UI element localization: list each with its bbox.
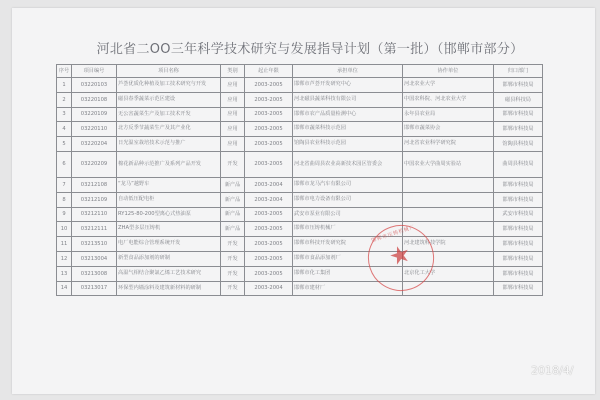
header-project-code: 项目编号	[72, 65, 117, 78]
table-row	[57, 177, 543, 192]
project-name: 高温气相结合聚氯乙烯工艺技术研究	[117, 266, 221, 281]
undertaking-unit: 邯郸市食品添加剂厂	[293, 251, 403, 266]
project-years: 2003-2005	[245, 151, 293, 177]
table-row	[57, 251, 543, 266]
project-years: 2003-2005	[245, 222, 293, 237]
undertaking-unit: 邯郸市芦荟开发研究中心	[293, 78, 403, 93]
partner-unit	[403, 177, 494, 192]
table-body	[57, 78, 543, 296]
table-row	[57, 92, 543, 107]
project-years: 2003-2004	[245, 177, 293, 192]
project-years: 2003-2005	[245, 122, 293, 137]
project-name: 新型食品添加剂的研制	[117, 251, 221, 266]
table-row	[57, 122, 543, 137]
project-code: 03220209	[72, 151, 117, 177]
project-category: 新产品	[221, 222, 245, 237]
table-row	[57, 281, 543, 296]
administrative-department: 邯郸市科技局	[494, 177, 543, 192]
undertaking-unit: 武安市泵业有限公司	[293, 207, 403, 222]
partner-unit: 中国农业大学曲周实验站	[403, 151, 494, 177]
table-row	[57, 192, 543, 207]
project-name: 日光温室栽培技术示范与推广	[117, 137, 221, 152]
partner-unit	[403, 192, 494, 207]
undertaking-unit: 邯郸市科技开发研究院	[293, 237, 403, 252]
administrative-department: 邯郸市科技局	[494, 281, 543, 296]
project-name: 北方反季节蔬菜生产及其产业化	[117, 122, 221, 137]
photo-timestamp: 2018/4/	[531, 364, 574, 377]
project-category: 开发	[221, 237, 245, 252]
project-name: 芦荟优质化种植及加工技术研究与开发	[117, 78, 221, 93]
project-category: 应用	[221, 122, 245, 137]
header-partner-unit: 协作单位	[403, 65, 494, 78]
undertaking-unit: 河北磁县蔬菜科技有限公司	[293, 92, 403, 107]
administrative-department: 磁县科技局	[494, 92, 543, 107]
row-index: 3	[57, 107, 72, 122]
project-years: 2003-2005	[245, 78, 293, 93]
undertaking-unit: 河北省曲周县农业高新技术园区管委会	[293, 151, 403, 177]
partner-unit: 邯郸市蔬菜协会	[403, 122, 494, 137]
project-name: ZHA型多层压铸机	[117, 222, 221, 237]
seal-star-icon: ★	[385, 238, 415, 272]
partner-unit: 中国农科院、河北农业大学	[403, 92, 494, 107]
administrative-department: 邯郸市科技局	[494, 192, 543, 207]
project-code: 03220110	[72, 122, 117, 137]
seal-text: 邯郸市压铸机械厂	[370, 224, 416, 245]
partner-unit	[403, 207, 494, 222]
administrative-department: 曲周县科技局	[494, 151, 543, 177]
project-category: 应用	[221, 92, 245, 107]
undertaking-unit: 邯郸市农产品质量检测中心	[293, 107, 403, 122]
table-row	[57, 222, 543, 237]
administrative-department: 邯郸市科技局	[494, 107, 543, 122]
project-years: 2003-2005	[245, 207, 293, 222]
project-code: 03213004	[72, 251, 117, 266]
table-row	[57, 266, 543, 281]
partner-unit: 河北省农业科学研究院	[403, 137, 494, 152]
project-name: “龙马”越野车	[117, 177, 221, 192]
row-index: 14	[57, 281, 72, 296]
row-index: 11	[57, 237, 72, 252]
undertaking-unit: 邯郸市化工集团	[293, 266, 403, 281]
project-name: 棉花新品种示范推广及系列产品开发	[117, 151, 221, 177]
project-category: 新产品	[221, 177, 245, 192]
project-years: 2003-2005	[245, 237, 293, 252]
row-index: 8	[57, 192, 72, 207]
project-years: 2003-2005	[245, 251, 293, 266]
project-category: 应用	[221, 137, 245, 152]
document-title: 河北省二OO三年科学技术研究与发展指导计划（第一批）（邯郸市部分）	[96, 42, 524, 57]
administrative-department: 邯郸市科技局	[494, 266, 543, 281]
administrative-department: 邯郸市科技局	[494, 222, 543, 237]
row-index: 2	[57, 92, 72, 107]
table-row	[57, 78, 543, 93]
project-code: 03220109	[72, 107, 117, 122]
undertaking-unit: 邯郸市蔬菜科技示范园	[293, 122, 403, 137]
administrative-department: 邯郸市科技局	[494, 78, 543, 93]
header-department: 归口部门	[494, 65, 543, 78]
table-header-row	[57, 65, 543, 78]
project-category: 开发	[221, 251, 245, 266]
project-name: RY125-80-200型离心式热油泵	[117, 207, 221, 222]
header-undertaking-unit: 承担单位	[293, 65, 403, 78]
administrative-department: 馆陶县科技局	[494, 137, 543, 152]
project-category: 开发	[221, 281, 245, 296]
project-category: 新产品	[221, 192, 245, 207]
undertaking-unit: 邯郸市电力设备有限公司	[293, 192, 403, 207]
table-row	[57, 137, 543, 152]
header-project-name: 项目名称	[117, 65, 221, 78]
table-row	[57, 237, 543, 252]
row-index: 5	[57, 137, 72, 152]
undertaking-unit: 馆陶县农业科技示范园	[293, 137, 403, 152]
project-code: 03220103	[72, 78, 117, 93]
project-plan-table	[56, 64, 543, 296]
administrative-department: 邯郸市科技局	[494, 122, 543, 137]
project-code: 03213017	[72, 281, 117, 296]
partner-unit: 河北农业大学	[403, 78, 494, 93]
administrative-department: 邯郸市科技局	[494, 237, 543, 252]
project-years: 2003-2005	[245, 137, 293, 152]
project-name: 无公害蔬菜生产及加工技术开发	[117, 107, 221, 122]
partner-unit: 永年县农业局	[403, 107, 494, 122]
row-index: 1	[57, 78, 72, 93]
header-category: 类别	[221, 65, 245, 78]
row-index: 12	[57, 251, 72, 266]
undertaking-unit: 邯郸市建材厂	[293, 281, 403, 296]
project-category: 开发	[221, 266, 245, 281]
project-code: 03212110	[72, 207, 117, 222]
project-years: 2003-2005	[245, 266, 293, 281]
project-code: 03220204	[72, 137, 117, 152]
header-years: 起止年限	[245, 65, 293, 78]
project-code: 03220108	[72, 92, 117, 107]
project-name: 磁县春季蔬菜示范区建设	[117, 92, 221, 107]
project-name: 环保型内墙涂料及建筑新材料的研制	[117, 281, 221, 296]
project-code: 03212108	[72, 177, 117, 192]
project-years: 2003-2004	[245, 192, 293, 207]
project-name: 电厂电能综合管理系统开发	[117, 237, 221, 252]
table-row	[57, 107, 543, 122]
project-code: 03212109	[72, 192, 117, 207]
undertaking-unit: 邯郸市压铸机械厂	[293, 222, 403, 237]
project-name: 自动低压配电柜	[117, 192, 221, 207]
partner-unit: 河北建筑科技学院	[403, 237, 494, 252]
table-row	[57, 207, 543, 222]
project-code: 03213510	[72, 237, 117, 252]
project-years: 2003-2005	[245, 92, 293, 107]
project-category: 应用	[221, 78, 245, 93]
row-index: 9	[57, 207, 72, 222]
project-years: 2003-2004	[245, 281, 293, 296]
project-years: 2003-2005	[245, 107, 293, 122]
row-index: 6	[57, 151, 72, 177]
project-code: 03212111	[72, 222, 117, 237]
project-category: 新产品	[221, 207, 245, 222]
header-index: 序号	[57, 65, 72, 78]
partner-unit: 北京化工大学	[403, 266, 494, 281]
row-index: 4	[57, 122, 72, 137]
project-category: 应用	[221, 107, 245, 122]
row-index: 10	[57, 222, 72, 237]
row-index: 7	[57, 177, 72, 192]
administrative-department: 武安市科技局	[494, 207, 543, 222]
project-category: 开发	[221, 151, 245, 177]
row-index: 13	[57, 266, 72, 281]
project-code: 03213008	[72, 266, 117, 281]
administrative-department: 邯郸市科技局	[494, 251, 543, 266]
table-row	[57, 151, 543, 177]
undertaking-unit: 邯郸市龙马汽车有限公司	[293, 177, 403, 192]
